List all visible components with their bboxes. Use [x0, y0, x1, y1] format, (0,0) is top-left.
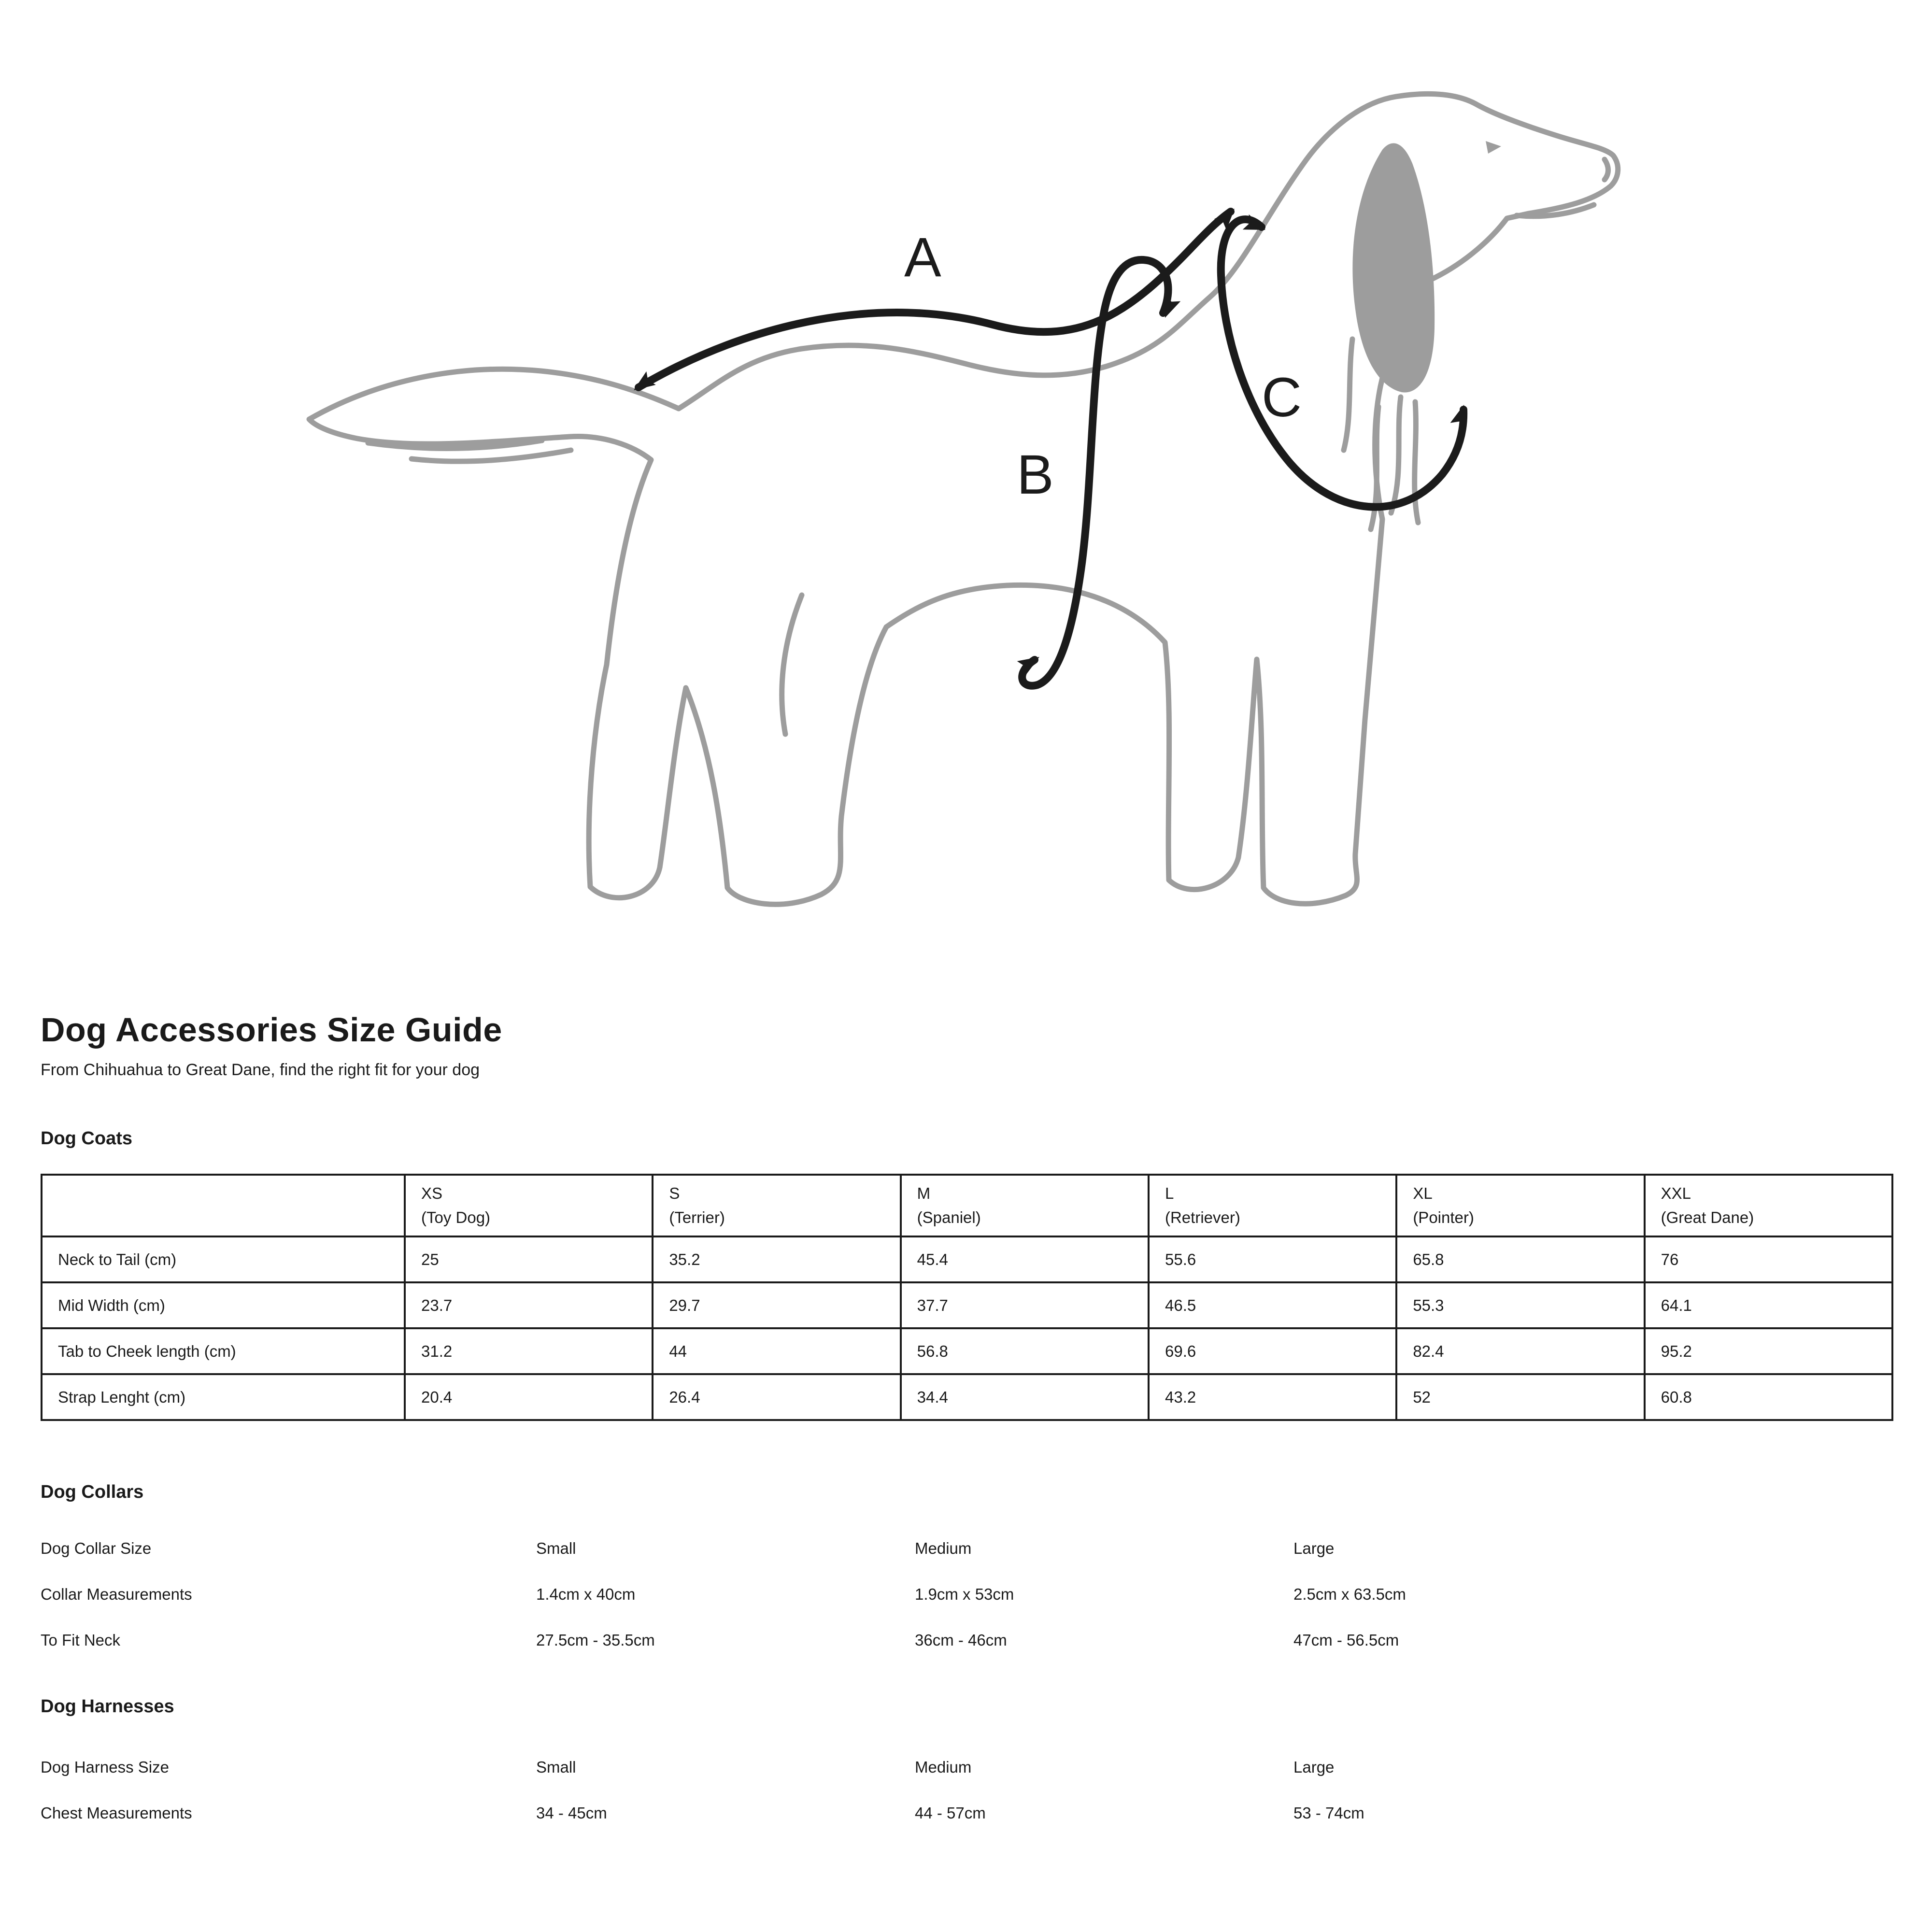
measurement-label-c: C: [1262, 367, 1302, 428]
size-breed: (Spaniel): [917, 1208, 981, 1226]
coats-table-row: [42, 1236, 1892, 1282]
coats-section-heading: Dog Coats: [41, 1128, 132, 1149]
collars-spec-grid: [41, 1525, 1893, 1663]
harness-row-label: Chest Measurements: [41, 1804, 192, 1822]
coats-value-cell: 26.4: [653, 1374, 900, 1420]
collars-value: 1.4cm x 40cm: [536, 1585, 636, 1603]
collars-value: Large: [1293, 1539, 1335, 1557]
collars-row-label: To Fit Neck: [41, 1631, 121, 1649]
collars-value: Small: [536, 1539, 576, 1557]
harness-value: 44 - 57cm: [915, 1804, 986, 1822]
coats-header-row: [42, 1175, 1892, 1236]
coats-value-cell: 52: [1396, 1374, 1644, 1420]
coats-value-cell: 60.8: [1645, 1374, 1892, 1420]
coats-value-cell: 56.8: [901, 1328, 1149, 1374]
harness-row-label: Dog Harness Size: [41, 1758, 169, 1776]
coats-value-cell: 46.5: [1149, 1282, 1396, 1328]
measurement-label-a: A: [904, 227, 941, 288]
size-breed: (Pointer): [1413, 1208, 1474, 1226]
coats-col-header: [1149, 1175, 1396, 1236]
page-subtitle: From Chihuahua to Great Dane, find the right fit for your dog: [41, 1061, 480, 1079]
coats-table-row: [42, 1282, 1892, 1328]
coats-col-header: [1396, 1175, 1644, 1236]
coats-row-label: Tab to Cheek length (cm): [42, 1328, 405, 1374]
coats-value-cell: 65.8: [1396, 1236, 1644, 1282]
coats-table-row: [42, 1328, 1892, 1374]
coats-value-cell: 95.2: [1645, 1328, 1892, 1374]
size-code: M: [917, 1184, 931, 1202]
page-title: Dog Accessories Size Guide: [41, 1011, 502, 1049]
size-code: XL: [1413, 1184, 1433, 1202]
dog-neck-fur: [1415, 402, 1418, 523]
harnesses-spec-grid: [41, 1744, 1893, 1836]
size-code: S: [669, 1184, 680, 1202]
coats-row-label: Neck to Tail (cm): [42, 1236, 405, 1282]
dog-illustration: [309, 94, 1618, 904]
collars-row-label: Dog Collar Size: [41, 1539, 152, 1557]
coats-value-cell: 31.2: [405, 1328, 653, 1374]
coats-col-header: [405, 1175, 653, 1236]
coats-value-cell: 82.4: [1396, 1328, 1644, 1374]
size-breed: (Great Dane): [1661, 1208, 1754, 1226]
coats-value-cell: 37.7: [901, 1282, 1149, 1328]
collars-value: 36cm - 46cm: [915, 1631, 1007, 1649]
coats-col-header: [653, 1175, 900, 1236]
coats-value-cell: 43.2: [1149, 1374, 1396, 1420]
dog-tail-fur: [412, 450, 571, 461]
measurement-label-b: B: [1017, 444, 1054, 506]
coats-value-cell: 55.3: [1396, 1282, 1644, 1328]
coats-value-cell: 35.2: [653, 1236, 900, 1282]
coats-row-label: Mid Width (cm): [42, 1282, 405, 1328]
coats-value-cell: 45.4: [901, 1236, 1149, 1282]
size-code: L: [1165, 1184, 1174, 1202]
coats-corner-cell: [42, 1175, 405, 1236]
coats-table-row: [42, 1374, 1892, 1420]
collars-value: 47cm - 56.5cm: [1293, 1631, 1399, 1649]
coats-value-cell: 44: [653, 1328, 900, 1374]
harnesses-section-heading: Dog Harnesses: [41, 1696, 174, 1717]
harness-value: 53 - 74cm: [1293, 1804, 1364, 1822]
size-breed: (Retriever): [1165, 1208, 1240, 1226]
collars-value: Medium: [915, 1539, 972, 1557]
coats-size-table: [41, 1174, 1893, 1421]
harness-value: Small: [536, 1758, 576, 1776]
coats-value-cell: 76: [1645, 1236, 1892, 1282]
harness-value: Medium: [915, 1758, 972, 1776]
collars-row-label: Collar Measurements: [41, 1585, 192, 1603]
collars-value: 2.5cm x 63.5cm: [1293, 1585, 1406, 1603]
coats-col-header: [901, 1175, 1149, 1236]
coats-value-cell: 55.6: [1149, 1236, 1396, 1282]
size-code: XXL: [1661, 1184, 1691, 1202]
harness-value: 34 - 45cm: [536, 1804, 607, 1822]
coats-row-label: Strap Lenght (cm): [42, 1374, 405, 1420]
coats-value-cell: 29.7: [653, 1282, 900, 1328]
coats-value-cell: 34.4: [901, 1374, 1149, 1420]
coats-value-cell: 64.1: [1645, 1282, 1892, 1328]
coats-value-cell: 69.6: [1149, 1328, 1396, 1374]
collars-section-heading: Dog Collars: [41, 1482, 144, 1502]
harness-value: Large: [1293, 1758, 1335, 1776]
coats-value-cell: 23.7: [405, 1282, 653, 1328]
coats-value-cell: 25: [405, 1236, 653, 1282]
coats-value-cell: 20.4: [405, 1374, 653, 1420]
collars-value: 1.9cm x 53cm: [915, 1585, 1014, 1603]
dog-neck-fur: [1391, 397, 1401, 513]
collars-value: 27.5cm - 35.5cm: [536, 1631, 655, 1649]
size-breed: (Terrier): [669, 1208, 725, 1226]
coats-col-header: [1645, 1175, 1892, 1236]
size-code: XS: [421, 1184, 443, 1202]
size-breed: (Toy Dog): [421, 1208, 491, 1226]
